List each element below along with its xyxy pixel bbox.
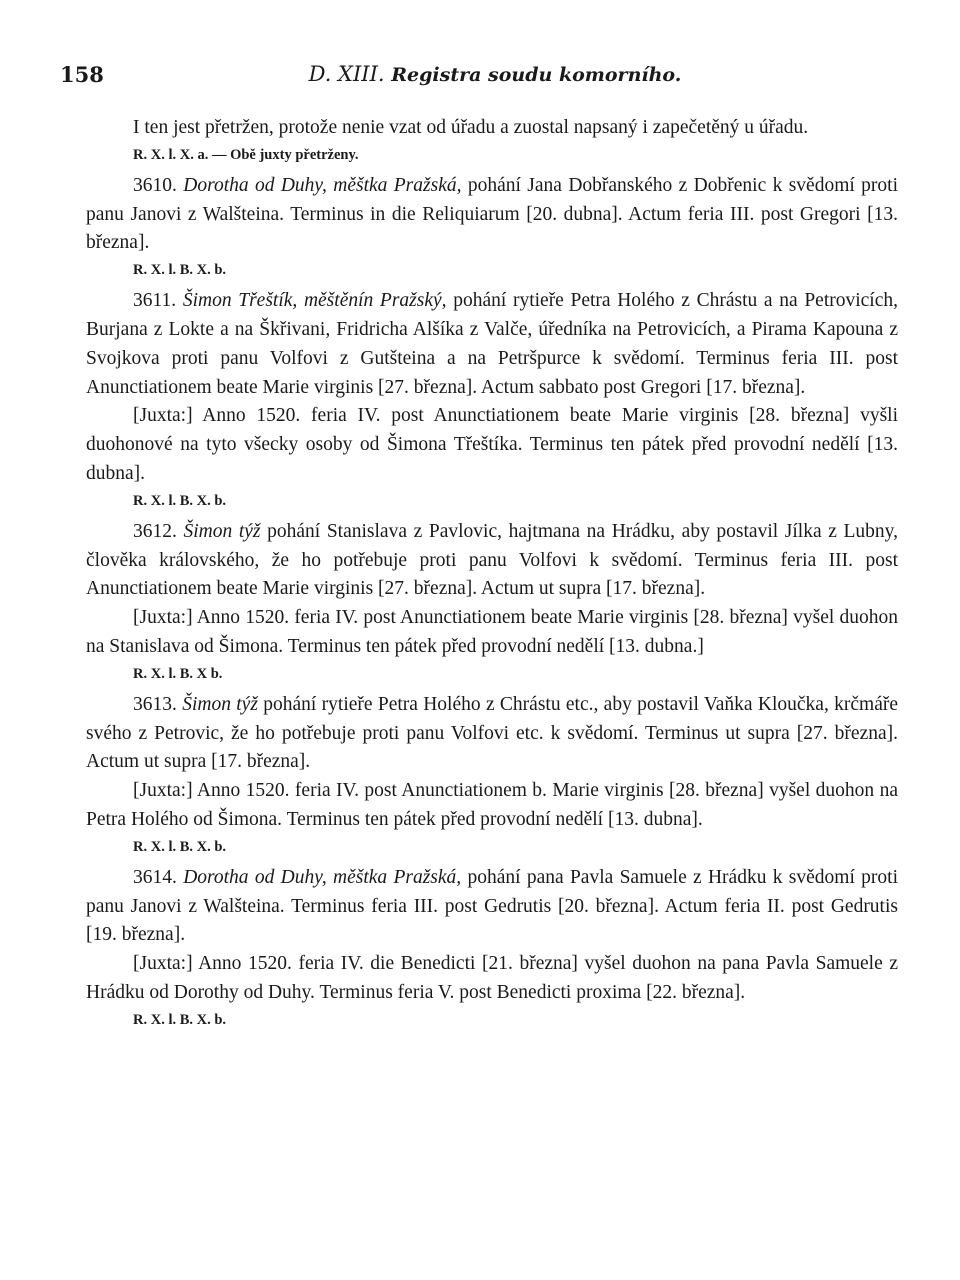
entry-number: 3611. [133, 290, 177, 312]
entry-3614 [86, 864, 898, 950]
running-head-prefix: D. XIII. [308, 62, 385, 86]
entry-juxta: [Juxta:] Anno 1520. feria IV. die Benedicti [21. března] vyšel duohon na pana Pavla Samuele z Hrádku od Dorothy od Duhy. Terminus feria V. post Benedicti proxima [22. března]. [86, 953, 898, 1003]
entry-text: pohání rytieře Petra Holého z Chrástu etc., aby postavil Vaňka Kloučka, krčmáře svého z Petrovic, že ho potřebuje proti panu Volfovi etc. k svědomí. Terminus ut supra [27. března]. Actum ut supra [17. března]. [86, 693, 899, 773]
entry-number: 3612. [133, 520, 177, 542]
entry-3612 [86, 518, 898, 604]
entry-name: Dorotha od Duhy, měštka Pražská, [183, 866, 462, 888]
entry-juxta: [Juxta:] Anno 1520. feria IV. post Anunctiationem beate Marie virginis [28. března] vyšli duohonové na tyto všecky osoby od Šimona Třeštíka. Terminus ten pátek před provodní nedělí [13. dubna]. [86, 405, 898, 484]
entry-text: pohání Jana Dobřanského z Dobřenic k svědomí proti panu Janovi z Walšteina. Terminus in die Reliquiarum [20. dubna]. Actum feria III. post Gregori [13. března]. [86, 174, 898, 254]
entry-name: Šimon Třeštík, měštěnín Pražský, [182, 290, 447, 312]
running-head [60, 62, 900, 86]
entry-juxta: [Juxta:] Anno 1520. feria IV. post Anunctiationem beate Marie virginis [28. března] vyšel duohon na Stanislava od Šimona. Terminus ten pátek před provodní nedělí [13. dubna.] [86, 607, 898, 657]
entry-number: 3613. [133, 693, 177, 715]
entry-number: 3614. [133, 866, 177, 888]
entry-3611 [86, 287, 898, 402]
entry-3613 [86, 691, 898, 777]
page-header [60, 62, 900, 90]
page-body [86, 114, 898, 1032]
intro-signature: R. X. l. X. a. — Obě juxty přetrženy. [133, 146, 359, 163]
entry-signature: R. X. l. B. X. b. [133, 262, 227, 279]
page-number: 158 [60, 62, 104, 87]
entry-signature: R. X. l. B. X. b. [133, 1011, 227, 1028]
entry-signature: R. X. l. B. X b. [133, 665, 223, 682]
entry-name: Šimon týž [182, 693, 258, 715]
entry-number: 3610. [133, 174, 177, 196]
entry-signature: R. X. l. B. X. b. [133, 838, 227, 855]
entry-text: pohání rytieře Petra Holého z Chrástu a na Petrovicích, Burjana z Lokte a na Škřivani, Fridricha Alšíka z Valče, úředníka na Petrovicích, a Pirama Kapouna z Svojkova proti panu Volfovi z Gutšteina a na Petršpurce k svědomí. Terminus feria III. post Anunctiationem beate Marie virginis [27. března]. Actum sabbato post Gregori [17. března]. [86, 290, 899, 398]
running-head-title: Registra soudu komorního. [391, 64, 682, 86]
entry-name: Dorotha od Duhy, měštka Pražská, [183, 174, 462, 196]
entry-text: pohání Stanislava z Pavlovic, hajtmana na Hrádku, aby postavil Jílka z Lubny, člověka královského, že ho potřebuje proti panu Volfovi k svědomí. Terminus feria III. post Anunctiationem beate Marie virginis [27. března]. Actum ut supra [17. března]. [86, 520, 899, 600]
entry-juxta: [Juxta:] Anno 1520. feria IV. post Anunctiationem b. Marie virginis [28. března] vyšel duohon na Petra Holého od Šimona. Terminus ten pátek před provodní nedělí [13. dubna]. [86, 780, 898, 830]
intro-paragraph: I ten jest přetržen, protože nenie vzat od úřadu a zuostal napsaný i zapečetěný u úřadu. [133, 117, 809, 138]
entry-signature: R. X. l. B. X. b. [133, 492, 227, 509]
entry-name: Šimon týž [183, 520, 261, 542]
entry-text: pohání pana Pavla Samuele z Hrádku k svědomí proti panu Janovi z Walšteina. Terminus feria III. post Gedrutis [20. března]. Actum feria II. post Gedrutis [19. března]. [86, 866, 899, 946]
entry-3610 [86, 172, 898, 258]
